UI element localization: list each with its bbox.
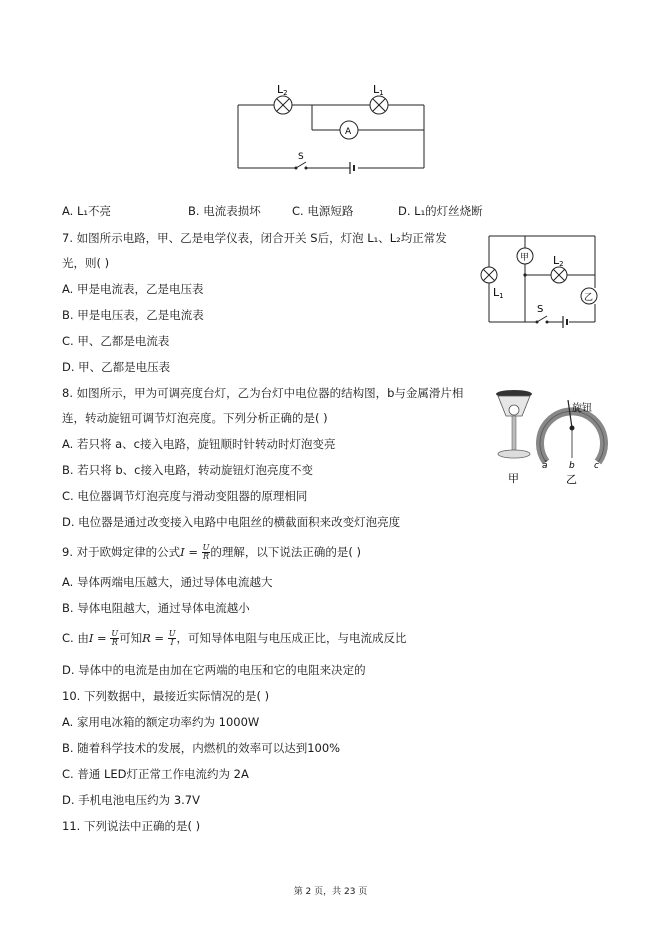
lamp-and-potentiometer-figure <box>484 384 609 486</box>
switch-label: S <box>298 152 304 162</box>
q8-option-d[interactable]: D. 电位器是通过改变接入电路中电阻丝的横截面积来改变灯泡亮度 <box>62 515 401 529</box>
q7-option-a[interactable]: A. 甲是电流表，乙是电压表 <box>62 282 204 296</box>
figure-jia-label: 甲 <box>508 472 519 485</box>
q7-stem-line2: 光，则( ) <box>62 256 110 270</box>
q7-option-c[interactable]: C. 甲、乙都是电流表 <box>62 334 170 348</box>
circuit-diagram-q7 <box>477 232 599 328</box>
lamp-l2-label: L2 <box>277 83 288 97</box>
q6-options <box>62 203 482 219</box>
q10-option-d[interactable]: D. 手机电池电压约为 3.7V <box>62 793 200 807</box>
q9-option-a[interactable]: A. 导体两端电压越大，通过导体电流越大 <box>62 575 273 589</box>
circuit-diagram-q6 <box>230 80 430 175</box>
page-footer: 第 2 页，共 23 页 <box>293 887 368 897</box>
q9-option-d[interactable]: D. 导体中的电流是由加在它两端的电压和它的电阻来决定的 <box>62 663 366 677</box>
q7-stem-line1: 7. 如图所示电路，甲、乙是电学仪表，闭合开关 S后，灯泡 L₁、L₂均正常发 <box>62 231 447 245</box>
q7-option-d[interactable]: D. 甲、乙都是电压表 <box>62 360 171 374</box>
q8-option-c[interactable]: C. 电位器调节灯泡亮度与滑动变阻器的原理相同 <box>62 489 308 503</box>
q8-option-a[interactable]: A. 若只将 a、c接入电路，旋钮顺时针转动时灯泡变亮 <box>62 437 336 451</box>
q9-option-c[interactable]: C. 由I = $\frac{U}{R}$ 可知R = $\frac{U}{I}$ ，可知导体电阻与电压成正比，与电流成反比 <box>62 629 407 647</box>
q11-stem: 11. 下列说法中正确的是( ) <box>62 819 201 833</box>
terminal-c-label: c <box>594 461 599 471</box>
q9-stem-post: 的理解，以下说法正确的是( ) <box>210 545 362 559</box>
q10-option-b[interactable]: B. 随着科学技术的发展，内燃机的效率可以达到100% <box>62 741 341 755</box>
q6-option-c[interactable]: C. 电源短路 <box>292 204 354 218</box>
lamp-l1-label: L1 <box>373 83 384 97</box>
ammeter-label: A <box>345 127 352 137</box>
lamp-l1-label-q7: L1 <box>493 286 504 300</box>
q10-stem: 10. 下列数据中，最接近实际情况的是( ) <box>62 689 270 703</box>
q9-stem <box>62 544 361 561</box>
terminal-b-label: b <box>569 461 575 471</box>
q9-stem-pre: 9. 对于欧姆定律的公式 <box>62 545 181 559</box>
q6-option-d[interactable]: D. L₁的灯丝烧断 <box>398 204 483 218</box>
q8-stem-line2: 连，转动旋钮可调节灯泡亮度。下列分析正确的是( ) <box>62 411 328 425</box>
lamp-l2-label-q7: L2 <box>553 254 564 268</box>
meter-jia-label: 甲 <box>520 253 530 263</box>
q7-option-b[interactable]: B. 甲是电压表，乙是电流表 <box>62 308 204 322</box>
terminal-a-label: a <box>542 461 548 471</box>
q8-option-b[interactable]: B. 若只将 b、c接入电路，转动旋钮灯泡亮度不变 <box>62 463 313 477</box>
q6-option-a[interactable]: A. L₁不亮 <box>62 204 111 218</box>
meter-yi-label: 乙 <box>584 293 594 303</box>
desk-lamp-icon <box>496 390 532 458</box>
q9-formula-lhs: I = <box>180 545 198 559</box>
q9-option-b[interactable]: B. 导体电阻越大，通过导体电流越小 <box>62 601 250 615</box>
q10-option-c[interactable]: C. 普通 LED灯正常工作电流约为 2A <box>62 767 249 781</box>
q9-formula-fraction: $\frac{U}{R}$ <box>202 543 210 561</box>
figure-yi-label: 乙 <box>566 473 577 486</box>
q10-option-a[interactable]: A. 家用电冰箱的额定功率约为 1000W <box>62 715 260 729</box>
knob-label: 旋钮 <box>572 403 592 414</box>
q6-option-b[interactable]: B. 电流表损坏 <box>188 204 261 218</box>
switch-label-q7: S <box>537 304 544 315</box>
q8-stem-line1: 8. 如图所示，甲为可调亮度台灯，乙为台灯中电位器的结构图，b与金属滑片相 <box>62 386 464 400</box>
